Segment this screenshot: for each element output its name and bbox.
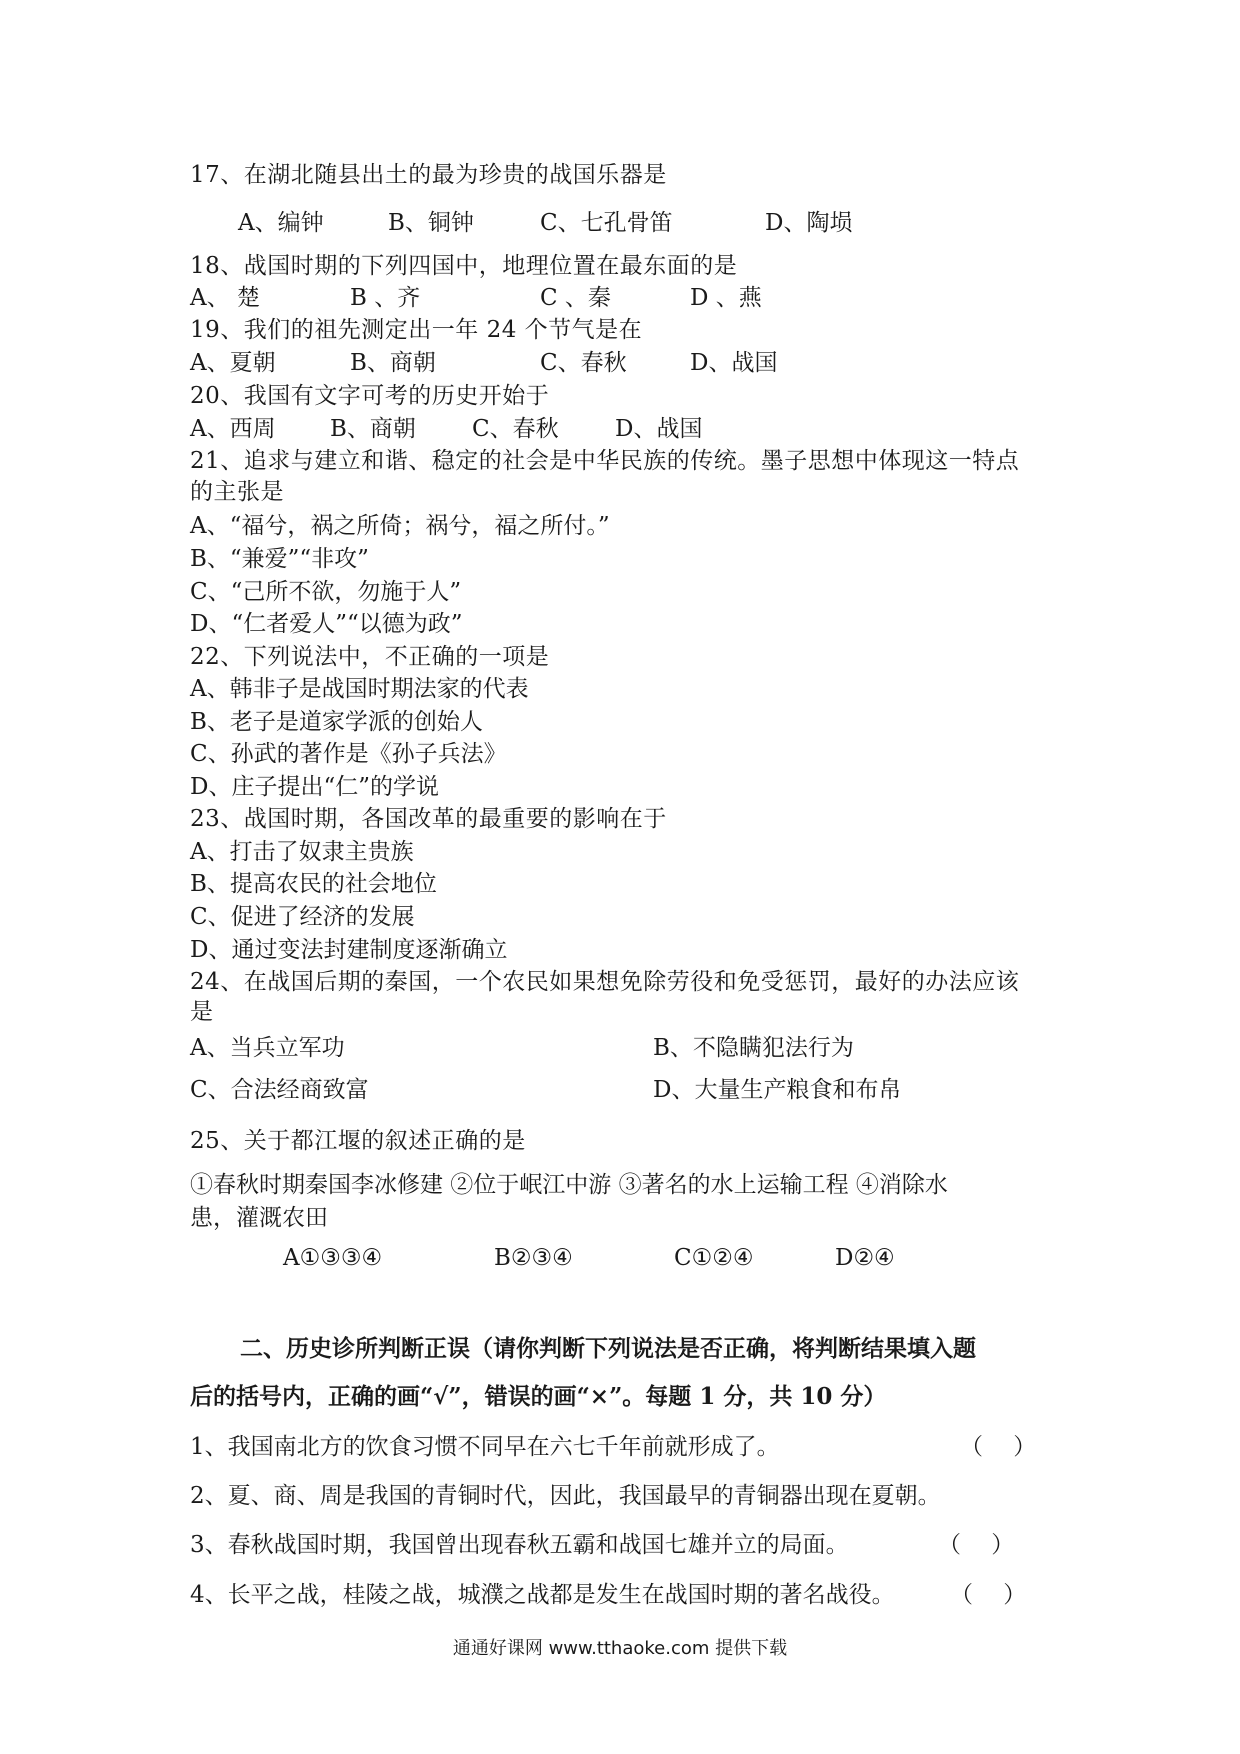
q19-option-b: B、商朝 bbox=[350, 350, 436, 376]
q23-stem: 23、战国时期，各国改革的最重要的影响在于 bbox=[190, 806, 667, 832]
q21-option-c: C、“己所不欲，勿施于人” bbox=[190, 579, 462, 605]
q21-stem: 21、追求与建立和谐、稳定的社会是中华民族的传统。墨子思想中体现这一特点 bbox=[190, 448, 1020, 474]
q25-option-c: C①②④ bbox=[674, 1245, 754, 1271]
q25-items: ①春秋时期秦国李冰修建 ②位于岷江中游 ③著名的水上运输工程 ④消除水 bbox=[190, 1172, 948, 1198]
q24-stem: 24、在战国后期的秦国，一个农民如果想免除劳役和免受惩罚，最好的办法应该 bbox=[190, 969, 1020, 995]
q18-stem: 18、战国时期的下列四国中，地理位置在最东面的是 bbox=[190, 253, 738, 279]
q20-stem: 20、我国有文字可考的历史开始于 bbox=[190, 383, 550, 409]
tf-answer-bracket-1: （ ） bbox=[960, 1434, 1037, 1460]
q23-option-c: C、促进了经济的发展 bbox=[190, 904, 415, 930]
tf-statement-4: 4、长平之战，桂陵之战，城濮之战都是发生在战国时期的著名战役。 bbox=[190, 1582, 895, 1608]
q19-option-d: D、战国 bbox=[690, 350, 778, 376]
q18-option-d: D 、燕 bbox=[690, 285, 762, 311]
q24-option-b: B、不隐瞒犯法行为 bbox=[653, 1035, 854, 1061]
footer-source: 通通好课网 www.tthaoke.com 提供下载 bbox=[452, 1638, 788, 1659]
q18-option-c: C 、秦 bbox=[540, 285, 611, 311]
q25-items-cont: 患，灌溉农田 bbox=[190, 1205, 328, 1231]
q20-option-a: A、西周 bbox=[190, 416, 276, 442]
q22-option-a: A、韩非子是战国时期法家的代表 bbox=[190, 676, 529, 702]
q17-option-d: D、陶埙 bbox=[765, 210, 853, 236]
q22-option-c: C、孙武的著作是《孙子兵法》 bbox=[190, 741, 507, 767]
q20-option-b: B、商朝 bbox=[330, 416, 416, 442]
q19-option-c: C、春秋 bbox=[540, 350, 627, 376]
q24-option-a: A、当兵立军功 bbox=[190, 1035, 345, 1061]
q22-option-d: D、庄子提出“仁”的学说 bbox=[190, 774, 439, 800]
q18-option-a: A、 楚 bbox=[190, 285, 260, 311]
q22-stem: 22、下列说法中，不正确的一项是 bbox=[190, 644, 550, 670]
q19-stem: 19、我们的祖先测定出一年 24 个节气是在 bbox=[190, 317, 643, 343]
q25-option-b: B②③④ bbox=[494, 1245, 573, 1271]
q21-option-b: B、“兼爱”“非攻” bbox=[190, 546, 369, 572]
q17-option-c: C、七孔骨笛 bbox=[540, 210, 673, 236]
q25-option-a: A①③③④ bbox=[283, 1245, 383, 1271]
q18-option-b: B 、齐 bbox=[350, 285, 421, 311]
q21-option-a: A、“福兮，祸之所倚；祸兮，福之所付。” bbox=[190, 513, 610, 539]
q23-option-b: B、提高农民的社会地位 bbox=[190, 871, 437, 897]
tf-answer-bracket-4: （ ） bbox=[950, 1582, 1027, 1608]
q23-option-d: D、通过变法封建制度逐渐确立 bbox=[190, 937, 508, 963]
q17-stem: 17、在湖北随县出土的最为珍贵的战国乐器是 bbox=[190, 162, 667, 188]
section2-heading: 二、历史诊所判断正误（请你判断下列说法是否正确，将判断结果填入题 bbox=[240, 1335, 976, 1362]
q22-option-b: B、老子是道家学派的创始人 bbox=[190, 709, 483, 735]
q21-option-d: D、“仁者爱人”“以德为政” bbox=[190, 611, 463, 637]
section2-heading-cont: 后的括号内，正确的画“√”，错误的画“×”。每题 1 分，共 10 分） bbox=[190, 1383, 887, 1410]
q21-stem-cont: 的主张是 bbox=[190, 479, 284, 505]
q24-option-d: D、大量生产粮食和布帛 bbox=[653, 1077, 902, 1103]
q24-option-c: C、合法经商致富 bbox=[190, 1077, 369, 1103]
q25-option-d: D②④ bbox=[835, 1245, 895, 1271]
q17-option-a: A、编钟 bbox=[238, 210, 324, 236]
q20-option-c: C、春秋 bbox=[472, 416, 559, 442]
q19-option-a: A、夏朝 bbox=[190, 350, 276, 376]
q17-option-b: B、铜钟 bbox=[388, 210, 474, 236]
q20-option-d: D、战国 bbox=[615, 416, 703, 442]
tf-answer-bracket-3: （ ） bbox=[938, 1532, 1015, 1558]
q25-stem: 25、关于都江堰的叙述正确的是 bbox=[190, 1128, 526, 1154]
q23-option-a: A、打击了奴隶主贵族 bbox=[190, 839, 414, 865]
tf-statement-1: 1、我国南北方的饮食习惯不同早在六七千年前就形成了。 bbox=[190, 1434, 780, 1460]
q24-stem-cont: 是 bbox=[190, 999, 214, 1025]
tf-statement-3: 3、春秋战国时期，我国曾出现春秋五霸和战国七雄并立的局面。 bbox=[190, 1532, 849, 1558]
tf-statement-2: 2、夏、商、周是我国的青铜时代，因此，我国最早的青铜器出现在夏朝。 bbox=[190, 1483, 941, 1509]
